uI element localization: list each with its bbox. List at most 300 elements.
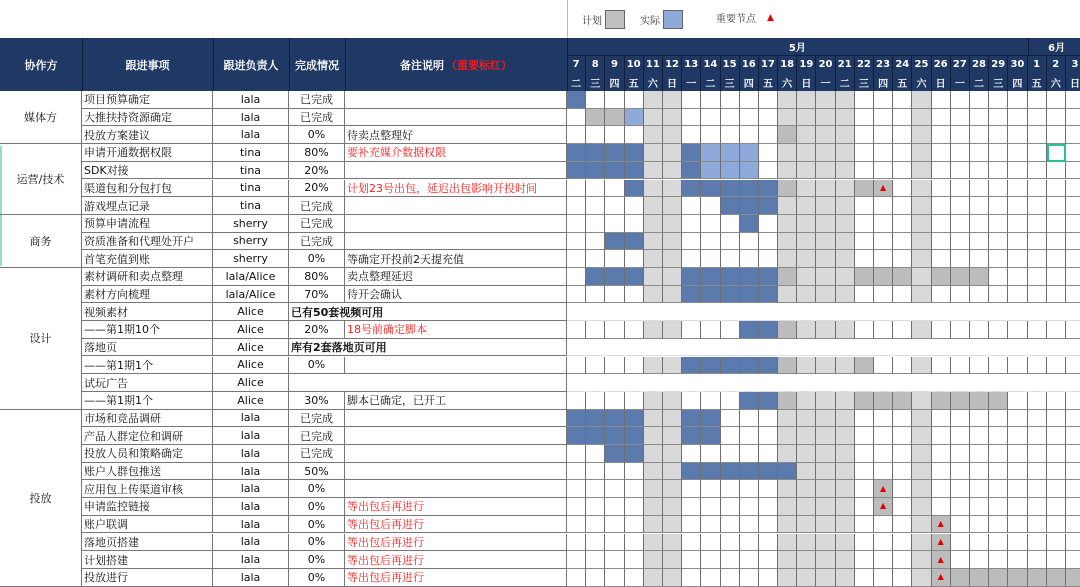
gantt-cell-plan[interactable] xyxy=(778,392,797,410)
gantt-cell[interactable] xyxy=(951,463,970,481)
gantt-cell[interactable] xyxy=(970,480,989,498)
gantt-cell[interactable] xyxy=(797,569,816,587)
gantt-cell[interactable] xyxy=(1028,463,1047,481)
owner-cell[interactable]: lala/Alice xyxy=(213,286,289,304)
gantt-cell[interactable] xyxy=(759,109,778,127)
note-cell[interactable]: 已有50套视频可用 xyxy=(289,303,567,321)
gantt-cell[interactable] xyxy=(586,126,605,144)
gantt-cell[interactable] xyxy=(759,144,778,162)
gantt-cell[interactable] xyxy=(625,321,644,339)
gantt-cell[interactable] xyxy=(836,392,855,410)
task-cell[interactable]: ——第1期1个 xyxy=(82,392,213,410)
note-cell[interactable] xyxy=(345,427,567,445)
gantt-cell[interactable] xyxy=(874,551,893,569)
gantt-cell[interactable] xyxy=(1047,357,1066,375)
gantt-cell[interactable] xyxy=(1066,463,1080,481)
gantt-cell[interactable] xyxy=(778,534,797,552)
gantt-cell-actual[interactable] xyxy=(740,215,759,233)
note-cell[interactable] xyxy=(289,374,567,392)
gantt-cell[interactable] xyxy=(759,91,778,109)
gantt-cell-actual[interactable] xyxy=(605,233,624,251)
gantt-cell-actual[interactable] xyxy=(625,233,644,251)
gantt-cell[interactable] xyxy=(932,233,951,251)
gantt-cell[interactable] xyxy=(663,551,682,569)
gantt-cell[interactable] xyxy=(682,569,701,587)
gantt-cell[interactable] xyxy=(797,268,816,286)
gantt-cell[interactable] xyxy=(912,392,931,410)
gantt-cell[interactable] xyxy=(1008,144,1027,162)
gantt-cell[interactable] xyxy=(1008,180,1027,198)
gantt-cell-actual[interactable] xyxy=(682,463,701,481)
note-cell[interactable] xyxy=(345,445,567,463)
gantt-cell[interactable] xyxy=(1047,268,1066,286)
gantt-cell[interactable] xyxy=(912,91,931,109)
gantt-cell[interactable] xyxy=(951,516,970,534)
gantt-cell[interactable] xyxy=(1008,162,1027,180)
gantt-cell[interactable] xyxy=(605,286,624,304)
gantt-cell[interactable] xyxy=(893,233,912,251)
gantt-cell[interactable] xyxy=(663,516,682,534)
gantt-cell[interactable] xyxy=(1028,410,1047,428)
gantt-cell[interactable] xyxy=(778,551,797,569)
gantt-cell[interactable] xyxy=(567,569,586,587)
gantt-cell-actual[interactable] xyxy=(701,463,720,481)
gantt-cell-actual[interactable] xyxy=(567,91,586,109)
gantt-cell[interactable] xyxy=(836,569,855,587)
gantt-cell[interactable] xyxy=(740,303,759,321)
gantt-cell[interactable] xyxy=(874,357,893,375)
gantt-cell-actual[interactable] xyxy=(605,445,624,463)
gantt-cell[interactable] xyxy=(836,374,855,392)
gantt-cell[interactable] xyxy=(663,180,682,198)
gantt-cell[interactable] xyxy=(816,286,835,304)
gantt-cell[interactable] xyxy=(1066,480,1080,498)
gantt-cell[interactable] xyxy=(816,374,835,392)
gantt-cell[interactable] xyxy=(1047,233,1066,251)
gantt-cell[interactable] xyxy=(951,180,970,198)
gantt-cell[interactable] xyxy=(912,374,931,392)
gantt-cell[interactable] xyxy=(1008,534,1027,552)
gantt-cell[interactable] xyxy=(797,410,816,428)
gantt-cell-plan[interactable] xyxy=(874,180,893,198)
gantt-cell[interactable] xyxy=(682,197,701,215)
gantt-cell[interactable] xyxy=(989,215,1008,233)
gantt-cell-actual[interactable] xyxy=(701,357,720,375)
gantt-cell[interactable] xyxy=(874,144,893,162)
gantt-cell[interactable] xyxy=(989,551,1008,569)
gantt-cell[interactable] xyxy=(567,215,586,233)
gantt-cell[interactable] xyxy=(682,233,701,251)
gantt-cell[interactable] xyxy=(740,91,759,109)
gantt-cell[interactable] xyxy=(893,144,912,162)
note-cell[interactable]: 待开会确认 xyxy=(345,286,567,304)
gantt-cell[interactable] xyxy=(644,534,663,552)
gantt-cell[interactable] xyxy=(855,551,874,569)
gantt-cell-plan[interactable] xyxy=(778,126,797,144)
gantt-cell[interactable] xyxy=(989,126,1008,144)
gantt-cell[interactable] xyxy=(586,534,605,552)
gantt-cell[interactable] xyxy=(855,303,874,321)
gantt-cell[interactable] xyxy=(740,233,759,251)
gantt-cell[interactable] xyxy=(816,162,835,180)
gantt-cell[interactable] xyxy=(663,126,682,144)
gantt-cell[interactable] xyxy=(682,551,701,569)
gantt-cell[interactable] xyxy=(932,480,951,498)
gantt-cell[interactable] xyxy=(951,286,970,304)
gantt-cell[interactable] xyxy=(721,215,740,233)
owner-cell[interactable]: lala xyxy=(213,516,289,534)
gantt-cell[interactable] xyxy=(701,215,720,233)
gantt-cell[interactable] xyxy=(970,303,989,321)
gantt-cell-plan[interactable] xyxy=(778,357,797,375)
gantt-cell-actual[interactable] xyxy=(605,144,624,162)
gantt-cell[interactable] xyxy=(893,215,912,233)
gantt-cell[interactable] xyxy=(721,445,740,463)
gantt-cell[interactable] xyxy=(912,498,931,516)
gantt-cell-actual[interactable] xyxy=(721,180,740,198)
owner-cell[interactable]: lala xyxy=(213,410,289,428)
gantt-cell[interactable] xyxy=(644,480,663,498)
gantt-cell[interactable] xyxy=(989,250,1008,268)
gantt-cell[interactable] xyxy=(1008,215,1027,233)
gantt-cell[interactable] xyxy=(682,250,701,268)
gantt-cell-actual-light[interactable] xyxy=(625,109,644,127)
gantt-cell[interactable] xyxy=(1047,427,1066,445)
gantt-cell[interactable] xyxy=(663,357,682,375)
gantt-cell[interactable] xyxy=(989,374,1008,392)
gantt-cell[interactable] xyxy=(912,233,931,251)
gantt-cell[interactable] xyxy=(816,427,835,445)
task-cell[interactable]: 游戏埋点记录 xyxy=(82,197,213,215)
gantt-cell[interactable] xyxy=(1028,109,1047,127)
gantt-cell[interactable] xyxy=(1028,551,1047,569)
gantt-cell[interactable] xyxy=(951,303,970,321)
owner-cell[interactable]: tina xyxy=(213,144,289,162)
gantt-cell[interactable] xyxy=(970,197,989,215)
gantt-cell[interactable] xyxy=(797,480,816,498)
status-cell[interactable]: 已完成 xyxy=(289,427,345,445)
gantt-cell[interactable] xyxy=(970,91,989,109)
gantt-cell[interactable] xyxy=(721,516,740,534)
gantt-cell[interactable] xyxy=(663,480,682,498)
gantt-cell[interactable] xyxy=(1066,410,1080,428)
gantt-cell-plan[interactable] xyxy=(951,569,970,587)
gantt-cell[interactable] xyxy=(1028,162,1047,180)
gantt-cell[interactable] xyxy=(893,569,912,587)
gantt-cell[interactable] xyxy=(912,250,931,268)
gantt-cell[interactable] xyxy=(759,551,778,569)
gantt-cell[interactable] xyxy=(970,516,989,534)
gantt-cell[interactable] xyxy=(586,91,605,109)
gantt-cell[interactable] xyxy=(701,480,720,498)
gantt-cell[interactable] xyxy=(701,498,720,516)
gantt-cell[interactable] xyxy=(663,268,682,286)
gantt-cell[interactable] xyxy=(586,250,605,268)
gantt-cell[interactable] xyxy=(740,339,759,357)
gantt-cell[interactable] xyxy=(1008,339,1027,357)
gantt-cell[interactable] xyxy=(605,516,624,534)
gantt-cell[interactable] xyxy=(797,551,816,569)
owner-cell[interactable]: Alice xyxy=(213,374,289,392)
task-cell[interactable]: 账户人群包推送 xyxy=(82,463,213,481)
gantt-cell[interactable] xyxy=(682,109,701,127)
gantt-cell[interactable] xyxy=(625,374,644,392)
gantt-cell[interactable] xyxy=(682,392,701,410)
gantt-cell-plan[interactable] xyxy=(778,321,797,339)
owner-cell[interactable]: lala xyxy=(213,498,289,516)
gantt-cell-plan[interactable] xyxy=(893,392,912,410)
gantt-cell[interactable] xyxy=(605,321,624,339)
gantt-cell-actual[interactable] xyxy=(625,427,644,445)
gantt-cell[interactable] xyxy=(625,286,644,304)
gantt-cell[interactable] xyxy=(1008,516,1027,534)
gantt-cell[interactable] xyxy=(932,197,951,215)
gantt-cell[interactable] xyxy=(663,162,682,180)
status-cell[interactable]: 已完成 xyxy=(289,410,345,428)
gantt-cell[interactable] xyxy=(1047,197,1066,215)
gantt-cell[interactable] xyxy=(932,427,951,445)
gantt-cell-actual[interactable] xyxy=(605,268,624,286)
gantt-cell[interactable] xyxy=(874,162,893,180)
gantt-cell[interactable] xyxy=(1047,321,1066,339)
gantt-cell[interactable] xyxy=(855,197,874,215)
owner-cell[interactable]: lala xyxy=(213,109,289,127)
task-cell[interactable]: 落地页 xyxy=(82,339,213,357)
task-cell[interactable]: 视频素材 xyxy=(82,303,213,321)
gantt-cell[interactable] xyxy=(1008,480,1027,498)
owner-cell[interactable]: lala xyxy=(213,534,289,552)
gantt-cell[interactable] xyxy=(951,480,970,498)
owner-cell[interactable]: tina xyxy=(213,197,289,215)
gantt-cell[interactable] xyxy=(701,109,720,127)
gantt-cell[interactable] xyxy=(625,516,644,534)
gantt-cell[interactable] xyxy=(721,303,740,321)
gantt-cell[interactable] xyxy=(567,463,586,481)
gantt-cell-actual[interactable] xyxy=(682,410,701,428)
gantt-cell[interactable] xyxy=(1008,392,1027,410)
gantt-cell[interactable] xyxy=(836,162,855,180)
gantt-cell[interactable] xyxy=(778,162,797,180)
gantt-cell[interactable] xyxy=(797,286,816,304)
gantt-cell[interactable] xyxy=(682,445,701,463)
gantt-cell[interactable] xyxy=(682,534,701,552)
gantt-cell[interactable] xyxy=(1008,445,1027,463)
task-cell[interactable]: ——第1期10个 xyxy=(82,321,213,339)
gantt-cell[interactable] xyxy=(932,303,951,321)
note-cell[interactable]: 等出包后再进行 xyxy=(345,498,567,516)
status-cell[interactable]: 0% xyxy=(289,498,345,516)
gantt-cell[interactable] xyxy=(874,215,893,233)
gantt-cell[interactable] xyxy=(1066,339,1080,357)
gantt-cell[interactable] xyxy=(759,445,778,463)
gantt-cell[interactable] xyxy=(721,126,740,144)
gantt-cell[interactable] xyxy=(893,463,912,481)
gantt-cell[interactable] xyxy=(893,374,912,392)
gantt-cell-actual[interactable] xyxy=(740,392,759,410)
gantt-cell[interactable] xyxy=(682,303,701,321)
task-cell[interactable]: 申请开通数据权限 xyxy=(82,144,213,162)
gantt-cell[interactable] xyxy=(989,357,1008,375)
status-cell[interactable]: 已完成 xyxy=(289,109,345,127)
gantt-cell-actual[interactable] xyxy=(759,286,778,304)
task-cell[interactable]: 应用包上传渠道审核 xyxy=(82,480,213,498)
gantt-cell[interactable] xyxy=(951,91,970,109)
gantt-cell[interactable] xyxy=(740,569,759,587)
gantt-cell[interactable] xyxy=(797,534,816,552)
gantt-cell[interactable] xyxy=(912,516,931,534)
gantt-cell[interactable] xyxy=(970,250,989,268)
gantt-cell[interactable] xyxy=(586,480,605,498)
gantt-cell[interactable] xyxy=(701,197,720,215)
gantt-cell[interactable] xyxy=(874,374,893,392)
gantt-cell[interactable] xyxy=(567,516,586,534)
gantt-cell[interactable] xyxy=(836,250,855,268)
gantt-cell[interactable] xyxy=(1008,410,1027,428)
gantt-cell[interactable] xyxy=(663,392,682,410)
note-cell[interactable] xyxy=(345,162,567,180)
owner-cell[interactable]: lala xyxy=(213,480,289,498)
gantt-cell[interactable] xyxy=(644,498,663,516)
gantt-cell[interactable] xyxy=(893,445,912,463)
status-cell[interactable]: 0% xyxy=(289,516,345,534)
gantt-cell-actual[interactable] xyxy=(759,268,778,286)
gantt-cell[interactable] xyxy=(682,126,701,144)
gantt-cell[interactable] xyxy=(721,374,740,392)
gantt-cell[interactable] xyxy=(951,427,970,445)
gantt-cell[interactable] xyxy=(836,268,855,286)
gantt-cell[interactable] xyxy=(644,91,663,109)
gantt-cell[interactable] xyxy=(1028,392,1047,410)
note-cell[interactable]: 计划23号出包，延迟出包影响开投时间 xyxy=(345,180,567,198)
gantt-cell[interactable] xyxy=(701,392,720,410)
gantt-cell[interactable] xyxy=(912,162,931,180)
gantt-cell[interactable] xyxy=(893,162,912,180)
gantt-cell[interactable] xyxy=(932,321,951,339)
gantt-cell-actual[interactable] xyxy=(759,392,778,410)
gantt-cell[interactable] xyxy=(1066,233,1080,251)
gantt-cell[interactable] xyxy=(874,427,893,445)
gantt-cell[interactable] xyxy=(663,498,682,516)
gantt-cell[interactable] xyxy=(855,339,874,357)
gantt-cell-plan[interactable] xyxy=(778,180,797,198)
gantt-cell[interactable] xyxy=(759,480,778,498)
gantt-cell[interactable] xyxy=(836,197,855,215)
owner-cell[interactable]: lala xyxy=(213,427,289,445)
gantt-cell[interactable] xyxy=(816,215,835,233)
gantt-cell-actual[interactable] xyxy=(701,410,720,428)
gantt-cell-plan[interactable] xyxy=(932,268,951,286)
gantt-cell[interactable] xyxy=(1047,374,1066,392)
gantt-cell[interactable] xyxy=(1008,463,1027,481)
gantt-cell[interactable] xyxy=(663,339,682,357)
gantt-cell[interactable] xyxy=(893,286,912,304)
gantt-cell[interactable] xyxy=(778,286,797,304)
gantt-cell[interactable] xyxy=(1047,286,1066,304)
status-cell[interactable]: 已完成 xyxy=(289,233,345,251)
task-cell[interactable]: 投放方案建议 xyxy=(82,126,213,144)
owner-cell[interactable]: tina xyxy=(213,162,289,180)
gantt-cell-actual[interactable] xyxy=(586,410,605,428)
gantt-cell[interactable] xyxy=(567,445,586,463)
gantt-cell[interactable] xyxy=(951,126,970,144)
gantt-cell[interactable] xyxy=(778,374,797,392)
gantt-cell-actual[interactable] xyxy=(740,197,759,215)
group-label[interactable]: 设计 xyxy=(0,268,82,410)
gantt-cell[interactable] xyxy=(893,91,912,109)
gantt-cell-actual[interactable] xyxy=(625,144,644,162)
gantt-cell-actual[interactable] xyxy=(721,268,740,286)
gantt-cell[interactable] xyxy=(970,427,989,445)
gantt-cell[interactable] xyxy=(644,445,663,463)
gantt-cell[interactable] xyxy=(586,551,605,569)
owner-cell[interactable]: Alice xyxy=(213,303,289,321)
gantt-cell[interactable] xyxy=(797,463,816,481)
gantt-cell[interactable] xyxy=(989,233,1008,251)
gantt-cell[interactable] xyxy=(816,551,835,569)
gantt-cell[interactable] xyxy=(663,303,682,321)
status-cell[interactable]: 已完成 xyxy=(289,215,345,233)
gantt-cell[interactable] xyxy=(951,551,970,569)
gantt-cell[interactable] xyxy=(874,463,893,481)
gantt-cell-actual[interactable] xyxy=(701,427,720,445)
gantt-cell[interactable] xyxy=(567,498,586,516)
gantt-cell[interactable] xyxy=(701,374,720,392)
gantt-cell[interactable] xyxy=(1066,126,1080,144)
gantt-cell[interactable] xyxy=(1047,445,1066,463)
gantt-cell[interactable] xyxy=(970,215,989,233)
gantt-cell[interactable] xyxy=(836,339,855,357)
gantt-cell[interactable] xyxy=(797,144,816,162)
gantt-cell[interactable] xyxy=(567,374,586,392)
gantt-cell-actual[interactable] xyxy=(721,286,740,304)
gantt-cell[interactable] xyxy=(1066,144,1080,162)
task-cell[interactable]: 账户联调 xyxy=(82,516,213,534)
gantt-cell-plan[interactable] xyxy=(874,392,893,410)
status-cell[interactable]: 30% xyxy=(289,392,345,410)
gantt-cell[interactable] xyxy=(605,126,624,144)
gantt-cell[interactable] xyxy=(1008,91,1027,109)
gantt-cell-plan[interactable] xyxy=(989,569,1008,587)
gantt-cell[interactable] xyxy=(701,551,720,569)
gantt-cell[interactable] xyxy=(855,569,874,587)
gantt-cell[interactable] xyxy=(663,534,682,552)
gantt-cell[interactable] xyxy=(625,126,644,144)
gantt-cell[interactable] xyxy=(951,445,970,463)
gantt-cell[interactable] xyxy=(816,109,835,127)
gantt-cell[interactable] xyxy=(797,516,816,534)
gantt-cell[interactable] xyxy=(1008,374,1027,392)
gantt-cell-actual[interactable] xyxy=(759,197,778,215)
gantt-cell[interactable] xyxy=(855,91,874,109)
gantt-cell[interactable] xyxy=(605,197,624,215)
gantt-cell[interactable] xyxy=(586,197,605,215)
gantt-cell[interactable] xyxy=(1008,268,1027,286)
note-cell[interactable]: 库有2套落地页可用 xyxy=(289,339,567,357)
gantt-cell[interactable] xyxy=(586,569,605,587)
owner-cell[interactable]: tina xyxy=(213,180,289,198)
gantt-cell[interactable] xyxy=(932,162,951,180)
gantt-cell[interactable] xyxy=(1066,392,1080,410)
gantt-cell[interactable] xyxy=(989,534,1008,552)
gantt-cell[interactable] xyxy=(682,91,701,109)
gantt-cell-plan[interactable] xyxy=(1028,569,1047,587)
gantt-cell[interactable] xyxy=(836,551,855,569)
gantt-cell[interactable] xyxy=(836,321,855,339)
gantt-cell[interactable] xyxy=(1047,516,1066,534)
note-cell[interactable]: 等确定开投前2天提充值 xyxy=(345,250,567,268)
gantt-cell-actual[interactable] xyxy=(567,144,586,162)
gantt-cell[interactable] xyxy=(567,480,586,498)
